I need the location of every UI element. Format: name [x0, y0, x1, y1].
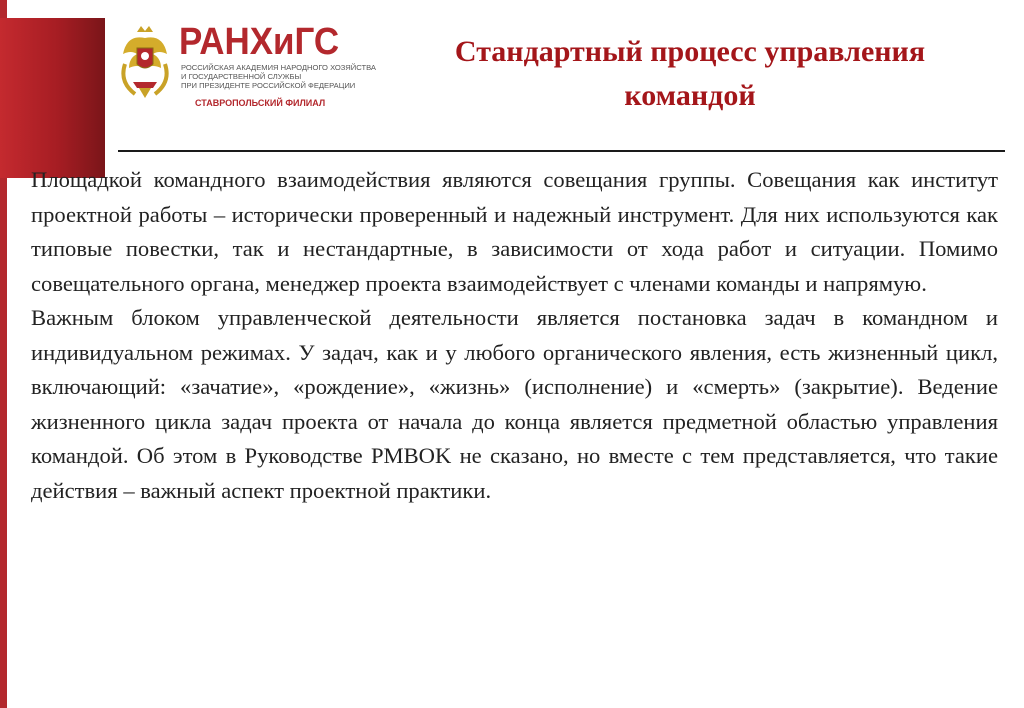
- slide-body: [31, 163, 998, 508]
- brand-line-3: ПРИ ПРЕЗИДЕНТЕ РОССИЙСКОЙ ФЕДЕРАЦИИ: [181, 81, 356, 90]
- slide-title-line-1: Стандартный процесс управления: [454, 35, 926, 68]
- body-paragraph-2: Важным блоком управленческой деятельности является постановка задач в командном и индивидуальном режимах. У задач, как и у любого органического явления, есть жизненный цикл, включающий: «зачатие», «рождение», «жизнь» (исполнение) и «смерть» (закрытие). Ведение жизненного цикла задач проекта от начала до конца является предметной областью управления командой. Об этом в Руководстве PMBOK не сказано, но вместе с тем представляется, что такие действия – важный аспект проектной практики.: [31, 305, 998, 503]
- brand-line-1: РОССИЙСКАЯ АКАДЕМИЯ НАРОДНОГО ХОЗЯЙСТВА: [181, 63, 376, 72]
- brand-name: РАНХиГС: [179, 21, 340, 63]
- header-red-band: [0, 18, 105, 178]
- body-paragraph-1: Площадкой командного взаимодействия являются совещания группы. Совещания как институт проектной работы – исторически проверенный и надежный инструмент. Для них используются как типовые повестки, так и нестандартные, в зависимости от хода работ и ситуации. Помимо совещательного органа, менеджер проекта взаимодействует с членами команды и напрямую.: [31, 167, 998, 296]
- slide-title-line-2: командой: [624, 79, 756, 112]
- brand-line-2: И ГОСУДАРСТВЕННОЙ СЛУЖБЫ: [181, 72, 302, 81]
- title-divider: [118, 150, 1005, 152]
- slide-title: [380, 30, 1000, 118]
- double-eagle-emblem-icon: [117, 24, 173, 100]
- ranepa-logo: [113, 18, 376, 128]
- brand-branch: СТАВРОПОЛЬСКИЙ ФИЛИАЛ: [195, 98, 326, 108]
